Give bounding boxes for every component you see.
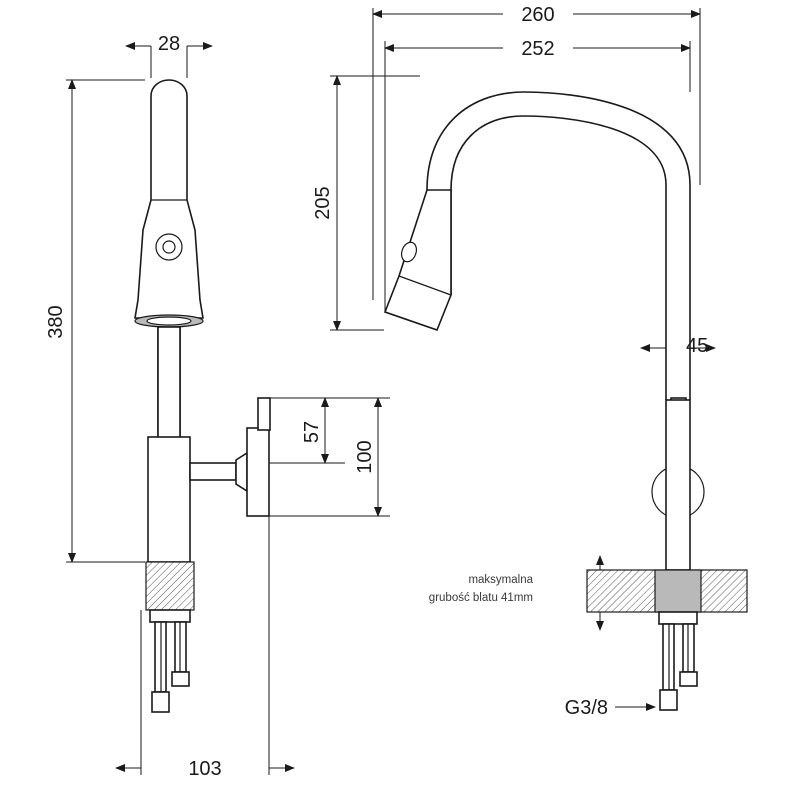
supply-nut-side-right (680, 672, 697, 686)
spray-head-body (135, 80, 203, 318)
spray-head-side (385, 190, 451, 330)
lever-joint (236, 453, 247, 491)
dim-label-205: 205 (312, 186, 334, 220)
dim-label-252: 252 (521, 38, 555, 60)
faucet-body-side (666, 400, 690, 570)
front-view-faucet (45, 33, 390, 780)
threaded-shank (146, 562, 194, 610)
mounting-washer-side (659, 612, 697, 624)
gooseneck-outer (427, 92, 690, 400)
dim-label-100: 100 (354, 440, 376, 474)
dim-label-28: 28 (157, 33, 181, 55)
supply-nut-side-left (660, 690, 677, 710)
mounting-washer (150, 610, 190, 622)
counter-note-line1: maksymalna (468, 574, 533, 586)
lever-handle (247, 428, 269, 516)
callout-label-g38: G3/8 (564, 697, 608, 719)
lever-arm (190, 463, 236, 480)
dim-label-103: 103 (188, 758, 222, 780)
gooseneck-inner (451, 116, 666, 400)
aerator-inner (147, 317, 191, 325)
dim-label-260: 260 (521, 4, 555, 26)
lever-handle-top (258, 398, 270, 430)
supply-nut-right (172, 672, 189, 686)
side-view-faucet (312, 4, 747, 719)
spray-mode-button-inner (163, 241, 175, 253)
counter-note-line2: grubość blatu 41mm (428, 592, 533, 604)
supply-nut-left (152, 692, 169, 712)
dim-label-380: 380 (45, 305, 67, 339)
dim-label-57: 57 (301, 420, 323, 444)
dim-label-45: 45 (686, 335, 709, 357)
faucet-lower-body (148, 437, 190, 562)
shank-through-counter (655, 570, 701, 612)
